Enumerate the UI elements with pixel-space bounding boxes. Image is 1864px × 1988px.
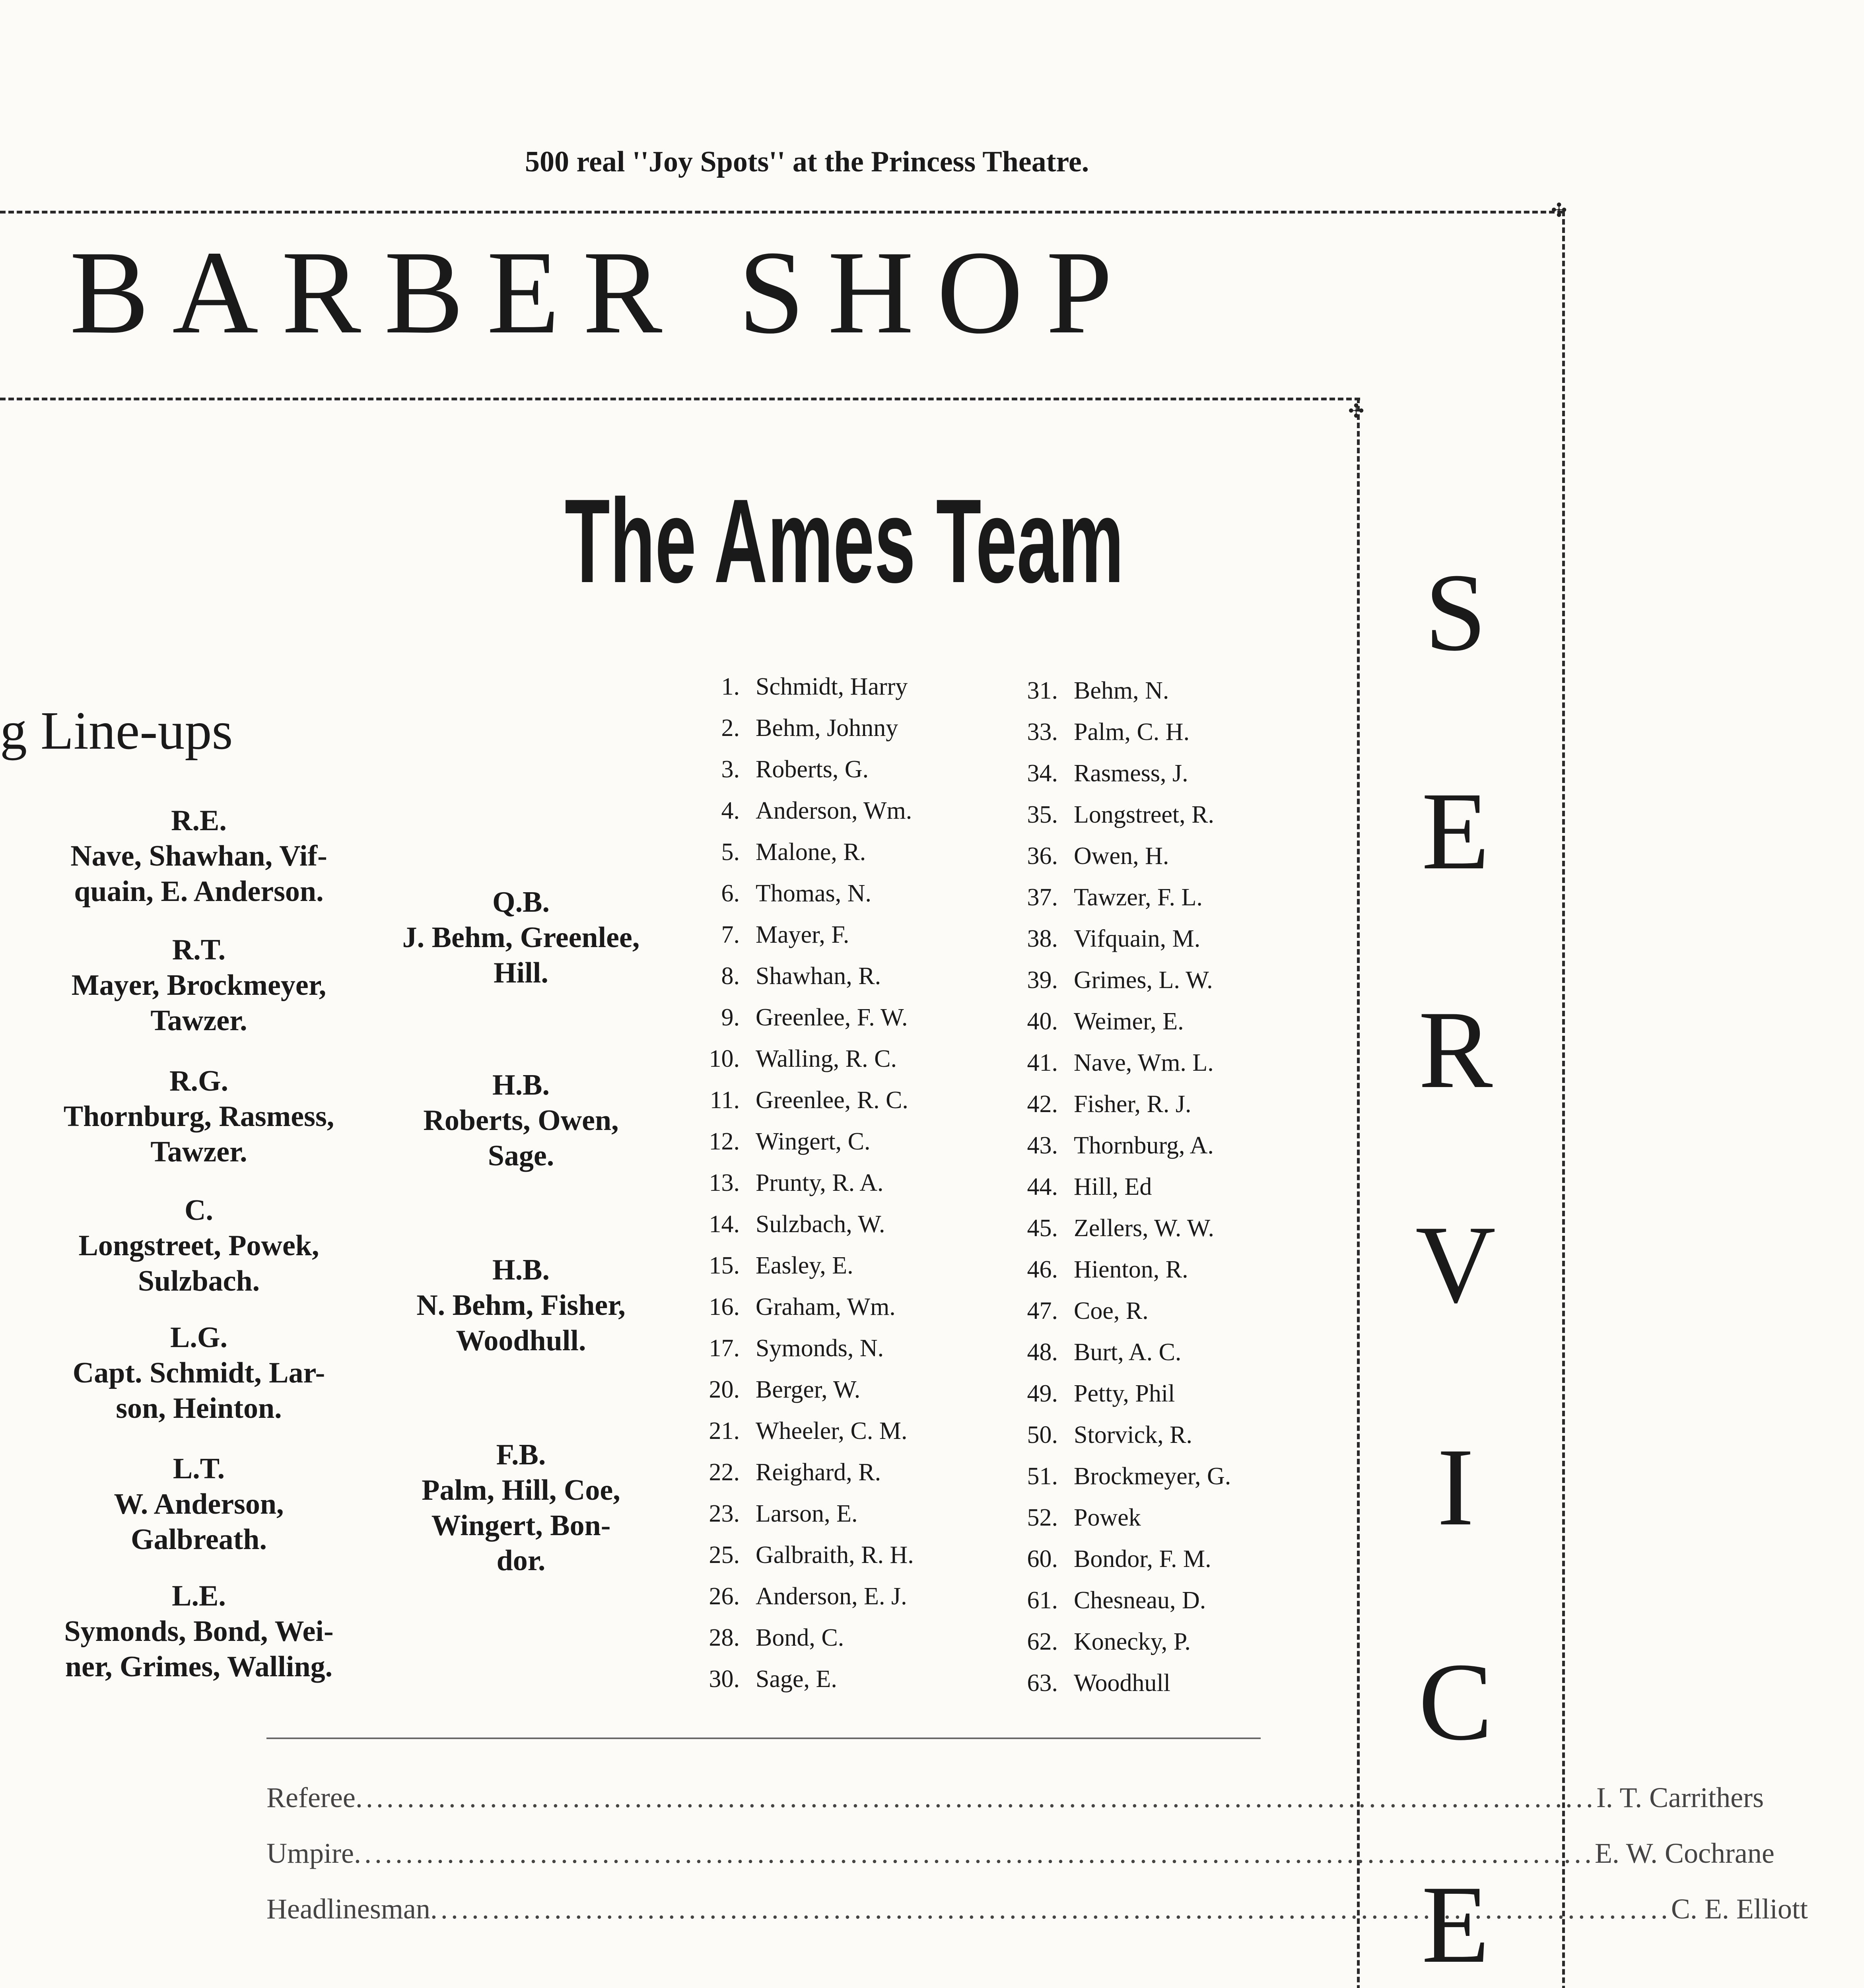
player-number: 8. [721, 963, 740, 990]
service-letter: S [1425, 550, 1487, 674]
player-name: Behm, Johnny [756, 714, 898, 742]
divider-top [266, 1738, 1261, 1739]
player-name: Burt, A. C. [1074, 1339, 1182, 1366]
player-number: 7. [721, 921, 740, 948]
position-label: R.G. [169, 1065, 228, 1097]
roster-row [684, 1038, 914, 1079]
corner-ornament-top-right: ✣ [1551, 199, 1567, 221]
roster-row [684, 1410, 914, 1452]
player-name: Powek [1074, 1504, 1141, 1531]
player-name: Walling, R. C. [756, 1045, 897, 1072]
player-number: 26. [709, 1583, 740, 1610]
player-name: Bondor, F. M. [1074, 1545, 1211, 1573]
player-name: Anderson, E. J. [756, 1583, 907, 1610]
roster-row [684, 1328, 914, 1369]
player-name: Prunty, R. A. [756, 1169, 884, 1196]
roster-row [684, 1121, 914, 1162]
player-name: Behm, N. [1074, 677, 1169, 704]
player-number: 48. [1027, 1339, 1058, 1366]
roster-row [684, 1369, 914, 1410]
roster-row [1002, 1538, 1231, 1580]
roster-row [1002, 1414, 1231, 1456]
corner-ornament-inner-top: ✣ [1348, 400, 1364, 422]
player-name: Brockmeyer, G. [1074, 1463, 1231, 1490]
player-number: 11. [709, 1087, 740, 1114]
roster-row [684, 1534, 914, 1576]
player-number: 36. [1027, 843, 1058, 870]
player-name: Symonds, N. [756, 1335, 884, 1362]
roster-row [684, 1658, 914, 1700]
player-number: 46. [1027, 1256, 1058, 1283]
player-number: 50. [1027, 1421, 1058, 1448]
official-role: Headlinesman [266, 1893, 430, 1925]
position-names: N. Behm, Fisher, Woodhull. [416, 1289, 626, 1357]
official-row [266, 1837, 1775, 1870]
roster-row [684, 997, 914, 1038]
player-name: Zellers, W. W. [1074, 1215, 1215, 1242]
official-row [266, 1781, 1764, 1814]
player-number: 37. [1027, 884, 1058, 911]
roster-row [1002, 1290, 1231, 1332]
player-number: 15. [709, 1252, 740, 1279]
player-number: 13. [709, 1169, 740, 1196]
roster-row [684, 831, 914, 873]
player-number: 44. [1027, 1173, 1058, 1200]
player-name: Owen, H. [1074, 843, 1169, 870]
player-name: Chesneau, D. [1074, 1587, 1206, 1614]
roster-row [684, 914, 914, 955]
roster-row [1002, 835, 1231, 877]
player-name: Bond, C. [756, 1624, 844, 1651]
roster-row [1002, 1373, 1231, 1414]
roster-row [1002, 670, 1231, 711]
player-number: 47. [1027, 1297, 1058, 1324]
official-role: Umpire [266, 1837, 354, 1869]
player-number: 41. [1027, 1049, 1058, 1076]
roster-row [1002, 1621, 1231, 1662]
player-name: Berger, W. [756, 1376, 861, 1403]
player-name: Coe, R. [1074, 1297, 1149, 1324]
player-name: Sulzbach, W. [756, 1211, 885, 1238]
roster-row [684, 955, 914, 997]
player-number: 34. [1027, 760, 1058, 787]
player-name: Longstreet, R. [1074, 801, 1214, 828]
player-name: Rasmess, J. [1074, 760, 1188, 787]
player-number: 52. [1027, 1504, 1058, 1531]
position-block [16, 1064, 382, 1169]
position-block [16, 1451, 382, 1557]
player-number: 42. [1027, 1091, 1058, 1118]
player-name: Wingert, C. [756, 1128, 871, 1155]
player-name: Larson, E. [756, 1500, 858, 1527]
position-label: R.T. [172, 934, 226, 966]
player-name: Thornburg, A. [1074, 1132, 1214, 1159]
player-name: Fisher, R. J. [1074, 1091, 1191, 1118]
roster-row [1002, 959, 1231, 1001]
official-role: Referee [266, 1782, 356, 1813]
player-number: 61. [1027, 1587, 1058, 1614]
inner-border-right [1357, 398, 1360, 1988]
roster-row [1002, 1042, 1231, 1083]
player-name: Malone, R. [756, 839, 866, 866]
player-name: Woodhull [1074, 1670, 1171, 1697]
position-names: W. Anderson, Galbreath. [114, 1487, 284, 1556]
player-number: 16. [709, 1293, 740, 1320]
roster-row [1002, 1580, 1231, 1621]
player-name: Weimer, E. [1074, 1008, 1184, 1035]
barber-shop-title: BARBER SHOP [70, 226, 1136, 358]
player-name: Grimes, L. W. [1074, 967, 1213, 994]
service-letter: R [1418, 988, 1493, 1111]
roster-row [684, 666, 914, 707]
player-name: Reighard, R. [756, 1459, 881, 1486]
player-number: 1. [721, 673, 740, 700]
roster-row [1002, 1662, 1231, 1704]
player-number: 5. [721, 839, 740, 866]
player-number: 51. [1027, 1463, 1058, 1490]
player-number: 4. [721, 797, 740, 824]
player-number: 31. [1027, 677, 1058, 704]
position-names: J. Behm, Greenlee, Hill. [402, 921, 640, 989]
position-label: H.B. [492, 1254, 550, 1286]
roster-row [1002, 1125, 1231, 1166]
official-name: E. W. Cochrane [1594, 1837, 1775, 1869]
position-label: Q.B. [492, 886, 550, 918]
position-names: Symonds, Bond, Wei- ner, Grimes, Walling. [64, 1615, 334, 1683]
outer-border-top [0, 211, 1563, 214]
roster-row [684, 1493, 914, 1534]
position-label: C. [185, 1194, 213, 1227]
official-name: I. T. Carrithers [1596, 1782, 1764, 1813]
roster-row [1002, 711, 1231, 753]
player-number: 39. [1027, 967, 1058, 994]
roster-row [684, 749, 914, 790]
player-number: 14. [709, 1211, 740, 1238]
team-title: The Ames Team [565, 474, 1124, 608]
service-letter: I [1437, 1425, 1474, 1549]
position-block [16, 803, 382, 909]
roster-row [684, 707, 914, 749]
roster-row [1002, 1166, 1231, 1208]
position-label: L.T. [173, 1452, 225, 1485]
roster-row [1002, 753, 1231, 794]
roster-row [684, 1452, 914, 1493]
player-number: 28. [709, 1624, 740, 1651]
roster-row [684, 1576, 914, 1617]
roster-column-1 [684, 666, 914, 1700]
player-name: Anderson, Wm. [756, 797, 912, 824]
player-name: Greenlee, R. C. [756, 1087, 908, 1114]
position-label: H.B. [492, 1069, 550, 1101]
lineups-title: g Line-ups [0, 701, 233, 761]
position-names: Capt. Schmidt, Lar- son, Heinton. [72, 1356, 325, 1425]
position-label: L.E. [172, 1580, 226, 1612]
roster-row [684, 1162, 914, 1204]
roster-row [684, 1204, 914, 1245]
player-name: Storvick, R. [1074, 1421, 1192, 1448]
leader-dots: ........................................................................................................................ [355, 1782, 1596, 1813]
player-number: 63. [1027, 1670, 1058, 1697]
player-name: Thomas, N. [756, 880, 872, 907]
roster-row [684, 1286, 914, 1328]
player-name: Wheeler, C. M. [756, 1417, 908, 1444]
position-block [358, 1068, 684, 1173]
player-number: 45. [1027, 1215, 1058, 1242]
position-block [16, 1193, 382, 1299]
player-name: Easley, E. [756, 1252, 853, 1279]
roster-row [1002, 1083, 1231, 1125]
header-note: 500 real ''Joy Spots'' at the Princess Theatre. [525, 146, 1089, 178]
position-names: Mayer, Brockmeyer, Tawzer. [71, 969, 327, 1037]
roster-row [1002, 1456, 1231, 1497]
player-number: 9. [721, 1004, 740, 1031]
position-names: Thornburg, Rasmess, Tawzer. [63, 1100, 334, 1168]
player-number: 23. [709, 1500, 740, 1527]
player-name: Nave, Wm. L. [1074, 1049, 1214, 1076]
official-name: C. E. Elliott [1671, 1893, 1808, 1925]
roster-row [1002, 1208, 1231, 1249]
leader-dots: ........................................................................................................................ [430, 1893, 1671, 1925]
outer-border-right [1562, 211, 1565, 1988]
service-letter: E [1421, 1862, 1490, 1986]
roster-row [1002, 1332, 1231, 1373]
player-number: 2. [721, 714, 740, 742]
inner-border-top [0, 398, 1360, 400]
player-number: 20. [709, 1376, 740, 1403]
leader-dots: ........................................................................................................................ [354, 1837, 1595, 1869]
player-number: 3. [721, 756, 740, 783]
player-number: 35. [1027, 801, 1058, 828]
player-number: 49. [1027, 1380, 1058, 1407]
position-block [16, 932, 382, 1038]
position-label: L.G. [170, 1321, 227, 1354]
player-name: Mayer, F. [756, 921, 849, 948]
player-name: Graham, Wm. [756, 1293, 896, 1320]
roster-row [1002, 1497, 1231, 1538]
official-row [266, 1893, 1808, 1926]
player-name: Petty, Phil [1074, 1380, 1175, 1407]
player-number: 21. [709, 1417, 740, 1444]
player-number: 12. [709, 1128, 740, 1155]
roster-row [1002, 877, 1231, 918]
player-name: Konecky, P. [1074, 1628, 1191, 1655]
player-number: 40. [1027, 1008, 1058, 1035]
player-number: 62. [1027, 1628, 1058, 1655]
roster-row [684, 1617, 914, 1658]
position-block [358, 885, 684, 990]
position-label: R.E. [171, 804, 227, 837]
player-name: Tawzer, F. L. [1074, 884, 1203, 911]
player-number: 17. [709, 1335, 740, 1362]
position-names: Longstreet, Powek, Sulzbach. [78, 1229, 319, 1297]
position-label: F.B. [496, 1439, 546, 1471]
player-name: Schmidt, Harry [756, 673, 908, 700]
position-block [16, 1578, 382, 1684]
roster-column-2 [1002, 670, 1231, 1704]
roster-row [1002, 918, 1231, 959]
position-block [358, 1437, 684, 1578]
roster-row [684, 1079, 914, 1121]
roster-row [684, 873, 914, 914]
player-name: Sage, E. [756, 1666, 837, 1693]
player-name: Hienton, R. [1074, 1256, 1188, 1283]
player-number: 6. [721, 880, 740, 907]
player-name: Shawhan, R. [756, 963, 881, 990]
service-letter: V [1415, 1202, 1496, 1326]
player-number: 22. [709, 1459, 740, 1486]
player-number: 33. [1027, 718, 1058, 746]
player-name: Hill, Ed [1074, 1173, 1152, 1200]
player-number: 43. [1027, 1132, 1058, 1159]
player-number: 60. [1027, 1545, 1058, 1573]
service-letter: C [1418, 1640, 1493, 1763]
roster-row [684, 1245, 914, 1286]
player-number: 25. [709, 1541, 740, 1569]
position-names: Nave, Shawhan, Vif- quain, E. Anderson. [70, 839, 327, 908]
player-number: 10. [709, 1045, 740, 1072]
roster-row [1002, 1249, 1231, 1290]
position-names: Palm, Hill, Coe, Wingert, Bon- dor. [422, 1474, 620, 1577]
service-letter: E [1421, 769, 1490, 893]
position-block [16, 1320, 382, 1426]
player-name: Vifquain, M. [1074, 925, 1201, 952]
player-number: 30. [709, 1666, 740, 1693]
roster-row [1002, 1001, 1231, 1042]
player-name: Galbraith, R. H. [756, 1541, 914, 1569]
roster-row [1002, 794, 1231, 835]
player-name: Palm, C. H. [1074, 718, 1190, 746]
player-number: 38. [1027, 925, 1058, 952]
roster-row [684, 790, 914, 831]
position-block [358, 1252, 684, 1358]
player-name: Greenlee, F. W. [756, 1004, 908, 1031]
position-names: Roberts, Owen, Sage. [423, 1104, 619, 1172]
player-name: Roberts, G. [756, 756, 869, 783]
